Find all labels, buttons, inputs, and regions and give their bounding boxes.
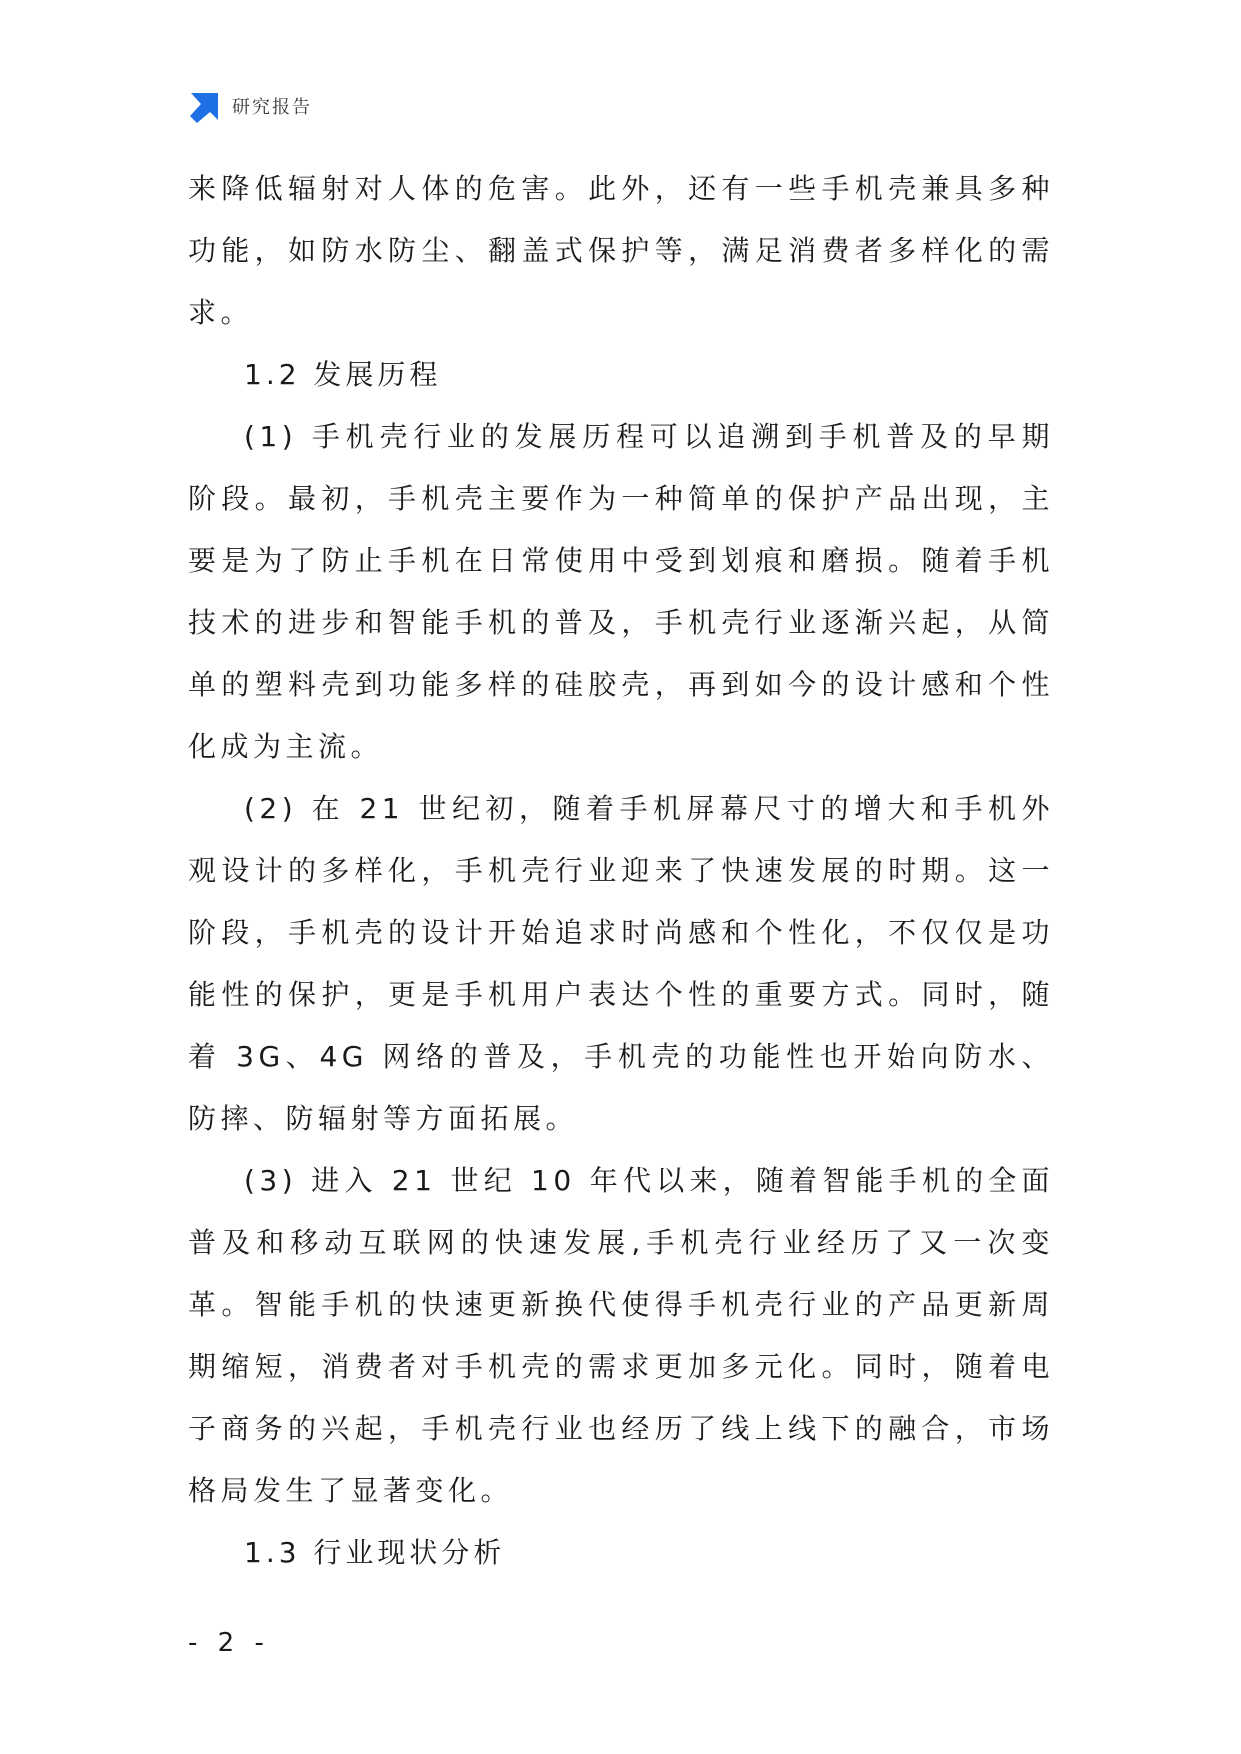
report-header (188, 88, 312, 124)
document-body (188, 158, 1054, 1584)
section-heading-1-2: 1.2 发展历程 (244, 358, 442, 391)
paragraph-1: (1) 手机壳行业的发展历程可以追溯到手机普及的早期阶段。最初，手机壳主要作为一种简单的保护产品出现，主要是为了防止手机在日常使用中受到划痕和磨损。随着手机技术的进步和智能手机的普及，手机壳行业逐渐兴起，从简单的塑料壳到功能多样的硅胶壳，再到如今的设计感和个性化成为主流。 (188, 420, 1054, 763)
page-number: - 2 - (188, 1628, 270, 1658)
arrow-logo-icon (188, 89, 222, 123)
intro-paragraph: 来降低辐射对人体的危害。此外，还有一些手机壳兼具多种功能，如防水防尘、翻盖式保护等，满足消费者多样化的需求。 (188, 172, 1054, 329)
paragraph-3: (3) 进入 21 世纪 10 年代以来，随着智能手机的全面普及和移动互联网的快速发展,手机壳行业经历了又一次变革。智能手机的快速更新换代使得手机壳行业的产品更新周期缩短，消费者对手机壳的需求更加多元化。同时，随着电子商务的兴起，手机壳行业也经历了线上线下的融合，市场格局发生了显著变化。 (188, 1164, 1054, 1507)
header-title: 研究报告 (232, 97, 312, 118)
section-heading-1-3: 1.3 行业现状分析 (244, 1536, 506, 1569)
paragraph-2: (2) 在 21 世纪初，随着手机屏幕尺寸的增大和手机外观设计的多样化，手机壳行业迎来了快速发展的时期。这一阶段，手机壳的设计开始追求时尚感和个性化，不仅仅是功能性的保护，更是手机用户表达个性的重要方式。同时，随着 3G、4G 网络的普及，手机壳的功能性也开始向防水、防摔、防辐射等方面拓展。 (188, 792, 1054, 1135)
